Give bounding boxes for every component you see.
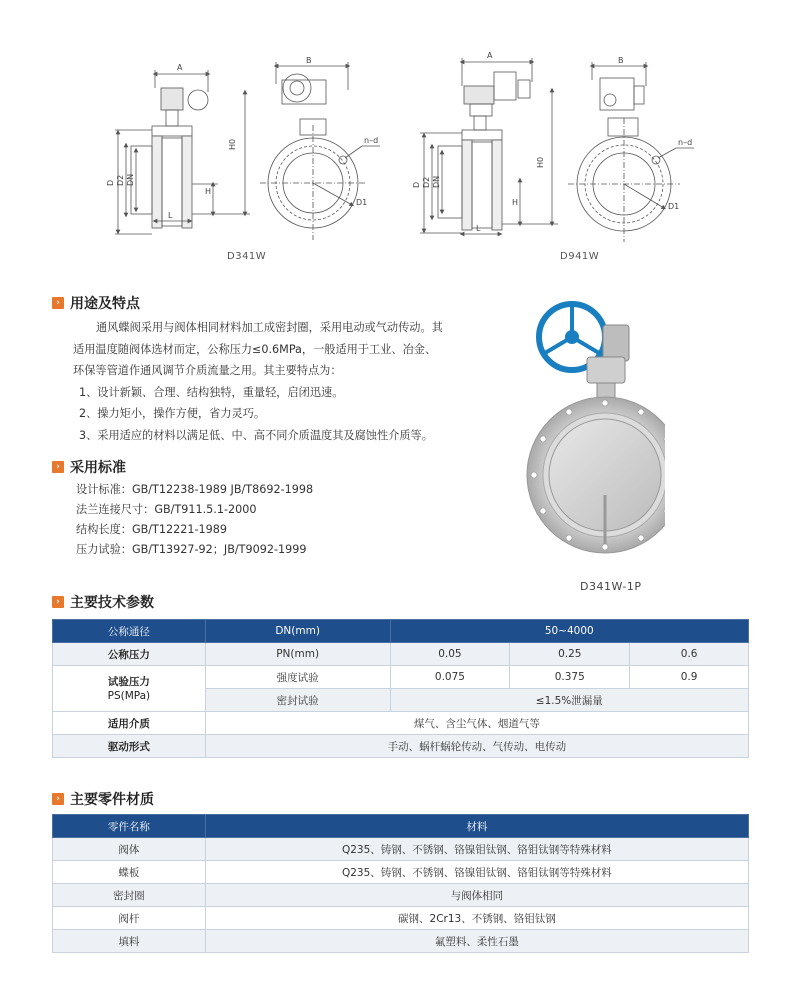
dim-label-d-2: D: [412, 181, 421, 188]
material-value: 氟塑料、柔性石墨: [205, 930, 748, 953]
section-materials-title-text: 主要零件材质: [70, 792, 154, 808]
material-value: Q235、铸钢、不锈钢、铬镍钼钛钢、铬钼钛钢等特殊材料: [205, 838, 748, 861]
chevron-right-icon: ›: [52, 461, 64, 473]
dim-label-dn-2: DN: [432, 175, 441, 188]
dim-label-nd: n–d: [364, 136, 379, 145]
params-header-cell: 50~4000: [390, 620, 748, 643]
material-value: Q235、铸钢、不锈钢、铬镍钼钛钢、铬钼钛钢等特殊材料: [205, 861, 748, 884]
usage-feature: 3、采用适应的材料以满足低、中、高不同介质温度其及腐蚀性介质等。: [79, 428, 433, 442]
section-standards-title-text: 采用标准: [70, 460, 126, 476]
photo-caption: D341W-1P: [580, 580, 642, 593]
dim-label-dn: DN: [126, 173, 135, 186]
params-table: [52, 619, 749, 758]
dim-label-h-2: H: [512, 198, 519, 207]
usage-feature: 1、设计新颖、合理、结构独特，重量轻，启闭迅速。: [79, 385, 344, 399]
material-part: 蝶板: [53, 861, 206, 884]
params-row-label: 公称压力: [53, 643, 206, 666]
params-cell: 强度试验: [205, 666, 390, 689]
dim-label-d2: D2: [116, 174, 125, 186]
params-row-pressure: [53, 643, 749, 666]
standard-line: 法兰连接尺寸：GB/T911.5.1-2000: [76, 503, 257, 516]
d341w-front-view: [260, 62, 380, 240]
dim-label-l-2: L: [476, 224, 481, 233]
params-row-label: 驱动形式: [53, 735, 206, 758]
material-part: 阀体: [53, 838, 206, 861]
standard-line: 结构长度：GB/T12221-1989: [76, 523, 227, 536]
params-header-row: [53, 620, 749, 643]
params-row-label-test: [53, 666, 206, 712]
params-cell: ≤1.5%泄漏量: [390, 689, 748, 712]
materials-header-cell: 材料: [205, 815, 748, 838]
usage-feature: 2、操力矩小，操作方便，省力灵巧。: [79, 407, 266, 420]
section-usage-title: [52, 293, 140, 313]
chevron-right-icon: ›: [52, 793, 64, 805]
section-materials-title: [52, 789, 154, 809]
params-cell: 0.075: [390, 666, 510, 689]
d341w-side-view: [115, 70, 250, 234]
section-params-title-text: 主要技术参数: [70, 595, 154, 611]
dim-label-h0-2: H0: [536, 156, 545, 168]
params-cell: 手动、蜗杆蜗轮传动、气传动、电传动: [205, 735, 748, 758]
params-cell: 0.375: [510, 666, 630, 689]
section-params-title: [52, 592, 154, 612]
chevron-right-icon: ›: [52, 596, 64, 608]
materials-header-row: [53, 815, 749, 838]
usage-line: 通风蝶阀采用与阀体相同材料加工成密封圈，采用电动或气动传动。其: [96, 321, 443, 334]
chevron-right-icon: ›: [52, 297, 64, 309]
params-cell: 0.05: [390, 643, 510, 666]
materials-row: [53, 861, 749, 884]
dim-label-b-2: B: [618, 56, 624, 65]
material-part: 阀杆: [53, 907, 206, 930]
dim-label-h0: H0: [228, 138, 237, 150]
test-label-line1: 试验压力: [107, 675, 150, 688]
standards-list: [76, 480, 313, 560]
dim-label-b: B: [306, 56, 312, 65]
params-row-label: 适用介质: [53, 712, 206, 735]
material-value: 与阀体相同: [205, 884, 748, 907]
standard-line: 设计标准：GB/T12238-1989 JB/T8692-1998: [76, 483, 314, 496]
params-header-cell: 公称通径: [53, 620, 206, 643]
params-row-drive: [53, 735, 749, 758]
params-cell: 煤气、含尘气体、烟道气等: [205, 712, 748, 735]
dim-label-d2-2: D2: [422, 176, 431, 188]
materials-header-cell: 零件名称: [53, 815, 206, 838]
standard-line: 压力试验：GB/T13927-92；JB/T9092-1999: [76, 543, 307, 556]
materials-table: [52, 814, 749, 953]
dim-label-l: L: [168, 211, 173, 220]
d941w-front-view: [568, 62, 694, 242]
usage-line: 环保等管道作通风调节介质流量之用。其主要特点为：: [73, 364, 342, 377]
params-cell: 密封试验: [205, 689, 390, 712]
params-cell: PN(mm): [205, 643, 390, 666]
dim-label-d1: D1: [356, 198, 368, 207]
params-cell: 0.9: [630, 666, 749, 689]
materials-row: [53, 838, 749, 861]
dim-label-nd-2: n–d: [678, 138, 693, 147]
params-cell: 0.6: [630, 643, 749, 666]
dim-label-a: A: [177, 63, 183, 72]
params-row-medium: [53, 712, 749, 735]
materials-row: [53, 907, 749, 930]
params-row-strength: [53, 666, 749, 689]
dim-label-d1-2: D1: [668, 202, 680, 211]
technical-drawings: [0, 0, 800, 270]
usage-line: 适用温度随阀体选材而定，公称压力≤0.6MPa，一般适用于工业、冶金、: [73, 342, 437, 356]
material-part: 密封圈: [53, 884, 206, 907]
dim-label-h: H: [205, 187, 212, 196]
material-part: 填料: [53, 930, 206, 953]
usage-paragraph: [73, 317, 443, 446]
section-usage-title-text: 用途及特点: [70, 296, 140, 312]
section-standards-title: [52, 457, 126, 477]
materials-row: [53, 884, 749, 907]
dim-label-d: D: [106, 179, 115, 186]
d941w-side-view: [420, 58, 558, 234]
drawing-caption-d941w: D941W: [560, 251, 600, 262]
params-cell: 0.25: [510, 643, 630, 666]
product-photo: [525, 295, 665, 570]
drawing-caption-d341w: D341W: [227, 251, 267, 262]
materials-row: [53, 930, 749, 953]
params-header-cell: DN(mm): [205, 620, 390, 643]
material-value: 碳钢、2Cr13、不锈钢、铬钼钛钢: [205, 907, 748, 930]
dim-label-a-2: A: [487, 51, 493, 60]
test-label-line2: PS(MPa): [107, 689, 151, 702]
